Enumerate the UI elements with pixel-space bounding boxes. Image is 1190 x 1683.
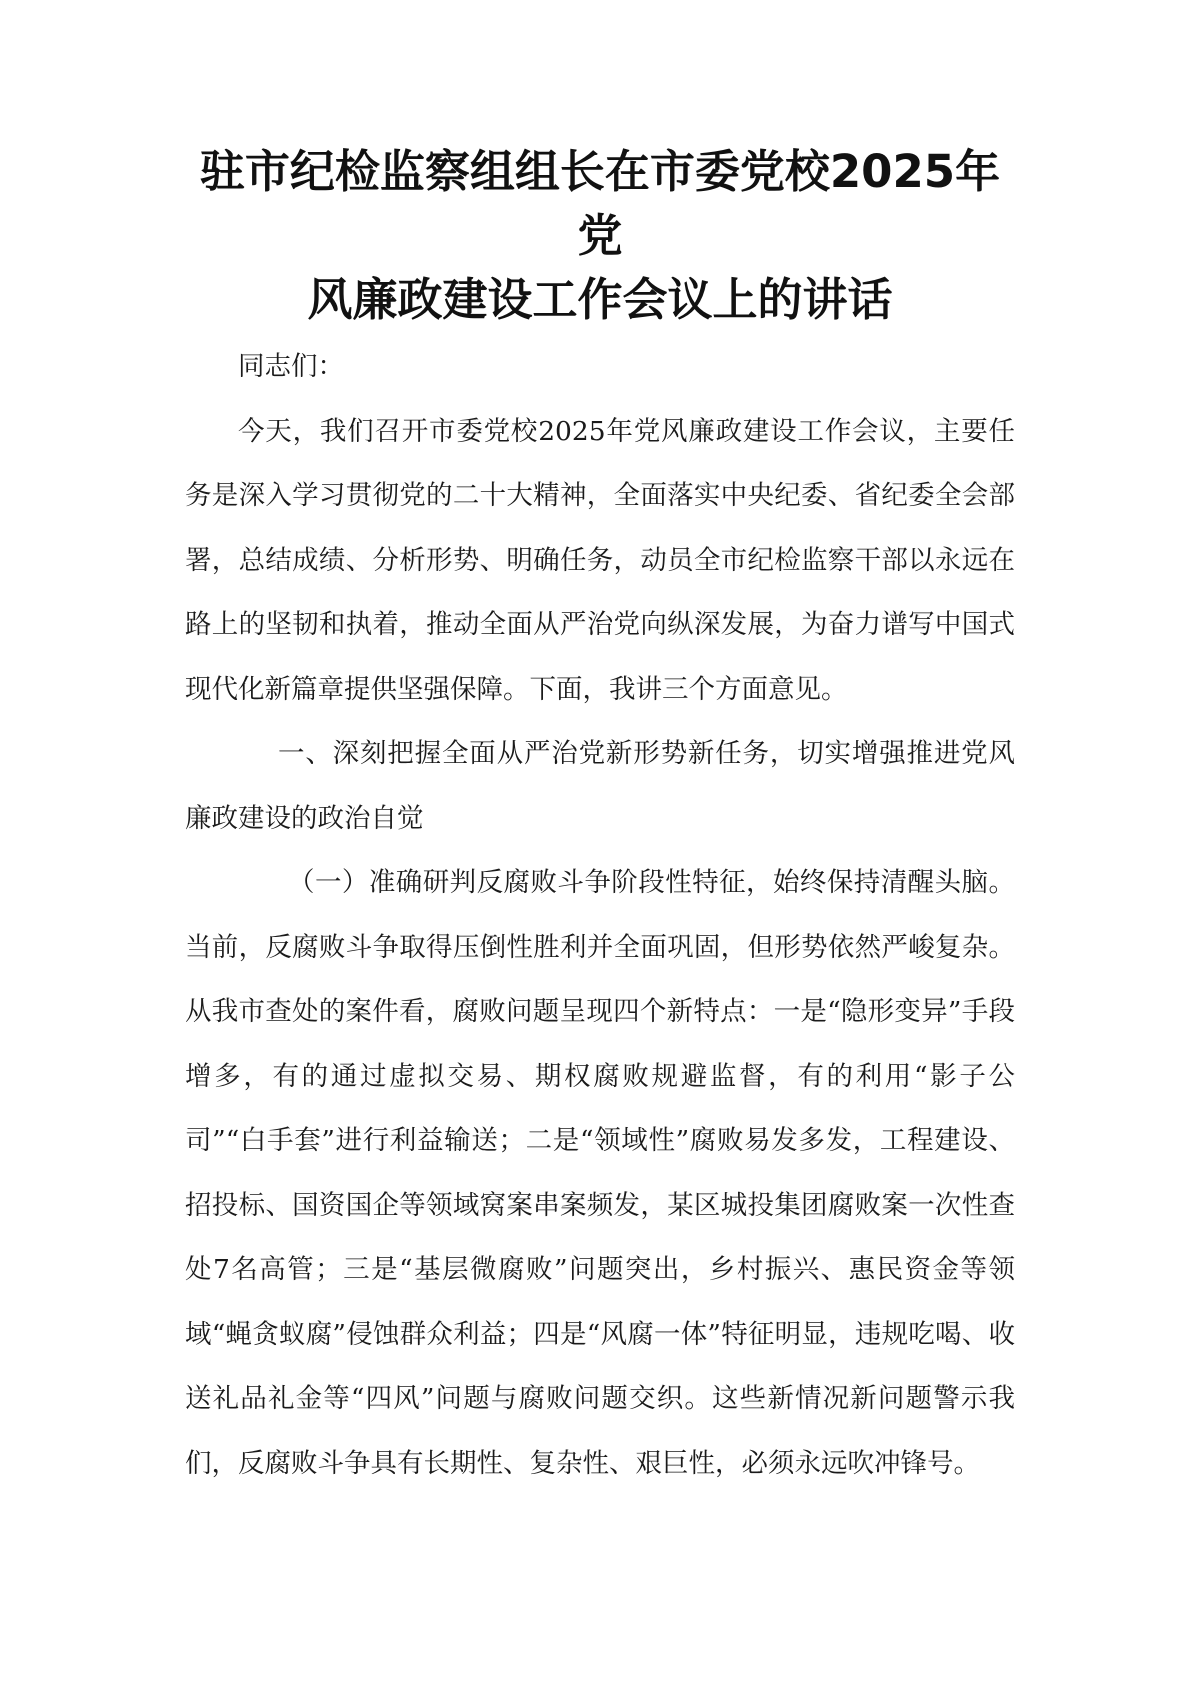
title-line-1: 驻市纪检监察组组长在市委党校2025年党 <box>199 145 1001 262</box>
document-title <box>185 140 1015 332</box>
title-line-2: 风廉政建设工作会议上的讲话 <box>307 273 893 326</box>
intro-paragraph: 今天，我们召开市委党校2025年党风廉政建设工作会议，主要任务是深入学习贯彻党的二十大精神，全面落实中央纪委、省纪委全会部署，总结成绩、分析形势、明确任务，动员全市纪检监察干部以永远在路上的坚韧和执着，推动全面从严治党向纵深发展，为奋力谱写中国式现代化新篇章提供坚强保障。下面，我讲三个方面意见。 <box>185 415 1015 705</box>
subsection-paragraph-1: （一）准确研判反腐败斗争阶段性特征，始终保持清醒头脑。当前，反腐败斗争取得压倒性胜利并全面巩固，但形势依然严峻复杂。从我市查处的案件看，腐败问题呈现四个新特点：一是“隐形变异”手段增多，有的通过虚拟交易、期权腐败规避监督，有的利用“影子公司”“白手套”进行利益输送；二是“领域性”腐败易发多发，工程建设、招投标、国资国企等领域窝案串案频发，某区城投集团腐败案一次性查处7名高管；三是“基层微腐败”问题突出，乡村振兴、惠民资金等领域“蝇贪蚁腐”侵蚀群众利益；四是“风腐一体”特征明显，违规吃喝、收送礼品礼金等“四风”问题与腐败问题交织。这些新情况新问题警示我们，反腐败斗争具有长期性、复杂性、艰巨性，必须永远吹冲锋号。 <box>185 867 1015 1479</box>
salutation: 同志们： <box>238 351 344 382</box>
section-heading-1: 一、深刻把握全面从严治党新形势新任务，切实增强推进党风廉政建设的政治自觉 <box>185 738 1015 834</box>
document-body <box>185 335 1015 1496</box>
